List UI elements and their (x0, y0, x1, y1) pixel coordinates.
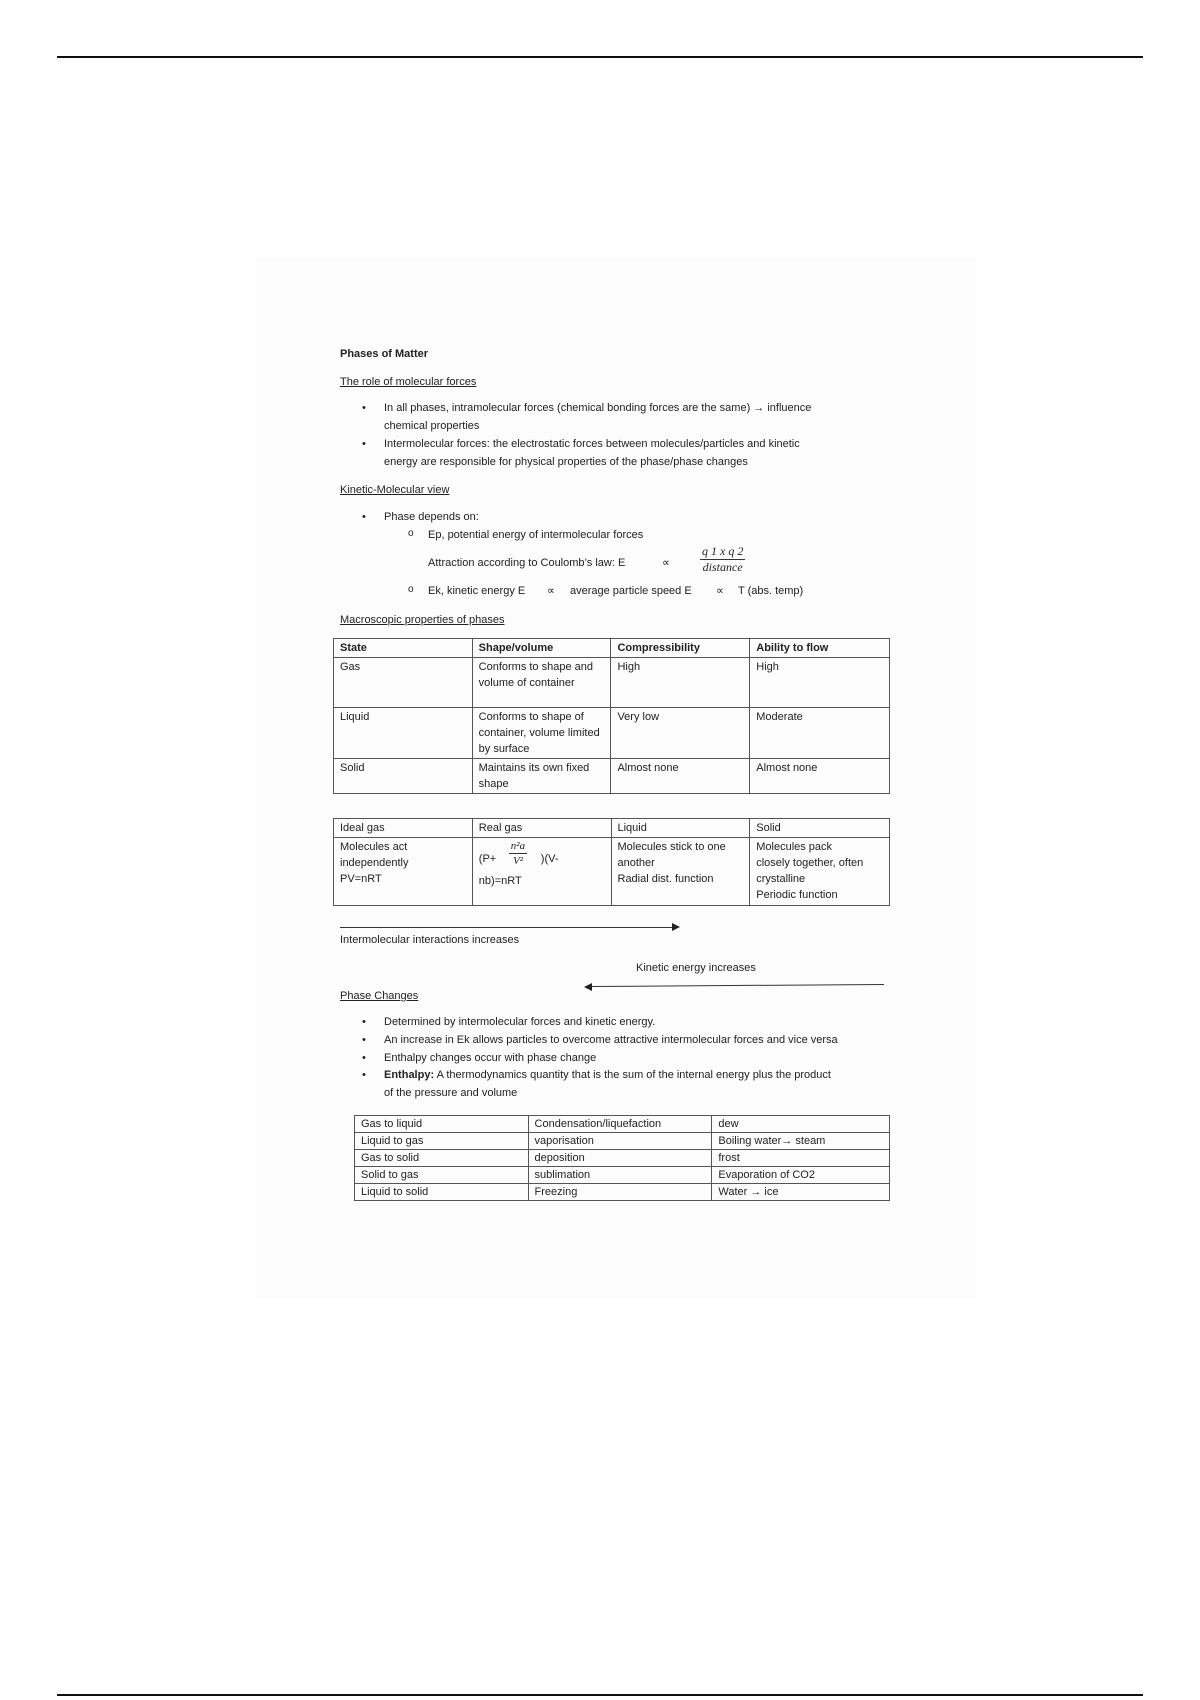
cell: vaporisation (528, 1133, 712, 1150)
section-heading-phase-changes: Phase Changes (340, 990, 419, 1002)
table-row (355, 1167, 890, 1184)
cell: Maintains its own fixed shape (472, 759, 611, 794)
intermolecular-arrow-line (340, 927, 674, 928)
section-heading-kinetic-molecular: Kinetic-Molecular view (340, 484, 450, 496)
cell: Liquid (334, 708, 473, 759)
bullet-intramolecular-line2: chemical properties (384, 420, 480, 432)
vdw-fraction (509, 839, 527, 868)
solid-line: Molecules pack (756, 841, 833, 853)
cell: Evaporation of CO2 (712, 1167, 890, 1184)
ideal-gas-cell (334, 838, 473, 906)
cell: Freezing (528, 1184, 712, 1201)
coulomb-law-text: Attraction according to Coulomb’s law: E (428, 557, 626, 569)
cell: sublimation (528, 1167, 712, 1184)
bullet-increase-ek: • An increase in Ek allows particles to overcome attractive intermolecular forces and vice versa (384, 1033, 838, 1047)
proportional-symbol-3: ∝ (716, 585, 724, 597)
table-row (355, 1133, 890, 1150)
header-ability-to-flow: Ability to flow (750, 639, 890, 658)
arrow-left-head-icon (584, 983, 592, 991)
vdw-part-a: (P+ (478, 853, 497, 865)
header-solid: Solid (750, 819, 890, 838)
cell: Moderate (750, 708, 890, 759)
cell: Water → ice (712, 1184, 890, 1201)
cell: dew (712, 1116, 890, 1133)
header-liquid: Liquid (611, 819, 750, 838)
header-ideal-gas: Ideal gas (334, 819, 473, 838)
cell: Conforms to shape and volume of container (472, 658, 611, 708)
enthalpy-continuation: of the pressure and volume (384, 1087, 518, 1099)
van-der-waals-equation (479, 839, 605, 873)
table-header-row (334, 819, 890, 838)
solid-line: closely together, often (756, 857, 864, 869)
vdw-denominator: V² (512, 855, 523, 867)
cell: High (611, 658, 750, 708)
cell: frost (712, 1150, 890, 1167)
bullet-intermolecular-line2: energy are responsible for physical properties of the phase/phase changes (384, 456, 748, 468)
vdw-part-b: )(V- (540, 853, 559, 865)
cell: Very low (611, 708, 750, 759)
cell: Gas to liquid (355, 1116, 529, 1133)
table-row (334, 658, 890, 708)
table-row (334, 759, 890, 794)
coulomb-fraction (700, 544, 745, 575)
bullet-enthalpy-definition (384, 1068, 831, 1082)
header-real-gas: Real gas (472, 819, 611, 838)
liquid-cell (611, 838, 750, 906)
enthalpy-text: A thermodynamics quantity that is the sum of the internal energy plus the product (436, 1069, 831, 1081)
ideal-line: Molecules act (340, 841, 408, 853)
bullet-determined-by: • Determined by intermolecular forces and kinetic energy. (384, 1015, 655, 1029)
table-row (355, 1116, 890, 1133)
macroscopic-properties-table (333, 638, 890, 794)
vdw-numerator: n²a (510, 840, 526, 852)
vdw-part-c: nb)=nRT (478, 875, 522, 887)
cell: High (750, 658, 890, 708)
coulomb-numerator: q 1 x q 2 (702, 544, 744, 558)
cell: Gas to solid (355, 1150, 529, 1167)
proportional-symbol-2: ∝ (547, 585, 555, 597)
bullet-intramolecular-line1: • In all phases, intramolecular forces (chemical bonding forces are the same) → influence (384, 401, 811, 415)
cell: deposition (528, 1150, 712, 1167)
ideal-line: independently (340, 857, 409, 869)
solid-line: crystalline (756, 873, 806, 885)
solid-cell (750, 838, 890, 906)
section-heading-molecular-forces: The role of molecular forces (340, 376, 477, 388)
cell: Boiling water→ steam (712, 1133, 890, 1150)
kinetic-arrow-label: Kinetic energy increases (636, 962, 756, 974)
ek-temp-text: T (abs. temp) (738, 585, 804, 597)
sub-bullet-ek: o Ek, kinetic energy E (428, 584, 525, 598)
header-state: State (334, 639, 473, 658)
page-title: Phases of Matter (340, 348, 429, 360)
liquid-line: Radial dist. function (617, 873, 714, 885)
coulomb-denominator: distance (702, 560, 743, 574)
ek-speed-text: average particle speed E (570, 585, 692, 597)
table-row (355, 1150, 890, 1167)
liquid-line: Molecules stick to one (617, 841, 726, 853)
solid-line: Periodic function (756, 889, 838, 901)
cell: Liquid to gas (355, 1133, 529, 1150)
table-row (334, 838, 890, 906)
top-rule (57, 56, 1143, 58)
arrow-right-head-icon (672, 923, 680, 931)
cell: Condensation/liquefaction (528, 1116, 712, 1133)
bullet-enthalpy-changes: • Enthalpy changes occur with phase change (384, 1051, 596, 1065)
ideal-line: PV=nRT (340, 873, 382, 885)
cell: Solid to gas (355, 1167, 529, 1184)
real-gas-cell (472, 838, 611, 906)
gas-models-table (333, 818, 890, 906)
header-compressibility: Compressibility (611, 639, 750, 658)
cell: Liquid to solid (355, 1184, 529, 1201)
cell: Conforms to shape of container, volume limited by surface (472, 708, 611, 759)
phase-changes-table (354, 1115, 890, 1201)
bottom-rule (57, 1694, 1143, 1696)
intermolecular-arrow-label: Intermolecular interactions increases (340, 934, 520, 946)
table-row (355, 1184, 890, 1201)
cell: Solid (334, 759, 473, 794)
enthalpy-label: Enthalpy: (384, 1069, 435, 1081)
section-heading-macroscopic: Macroscopic properties of phases (340, 614, 505, 626)
cell: Almost none (611, 759, 750, 794)
table-header-row (334, 639, 890, 658)
header-shape-volume: Shape/volume (472, 639, 611, 658)
proportional-symbol: ∝ (662, 557, 670, 569)
bullet-intermolecular-line1: • Intermolecular forces: the electrostatic forces between molecules/particles and kinetic (384, 437, 800, 451)
liquid-line: another (617, 857, 655, 869)
sub-bullet-ep: o Ep, potential energy of intermolecular forces (428, 528, 643, 542)
cell: Gas (334, 658, 473, 708)
bullet-phase-depends: • Phase depends on: (384, 510, 479, 524)
table-row (334, 708, 890, 759)
cell: Almost none (750, 759, 890, 794)
